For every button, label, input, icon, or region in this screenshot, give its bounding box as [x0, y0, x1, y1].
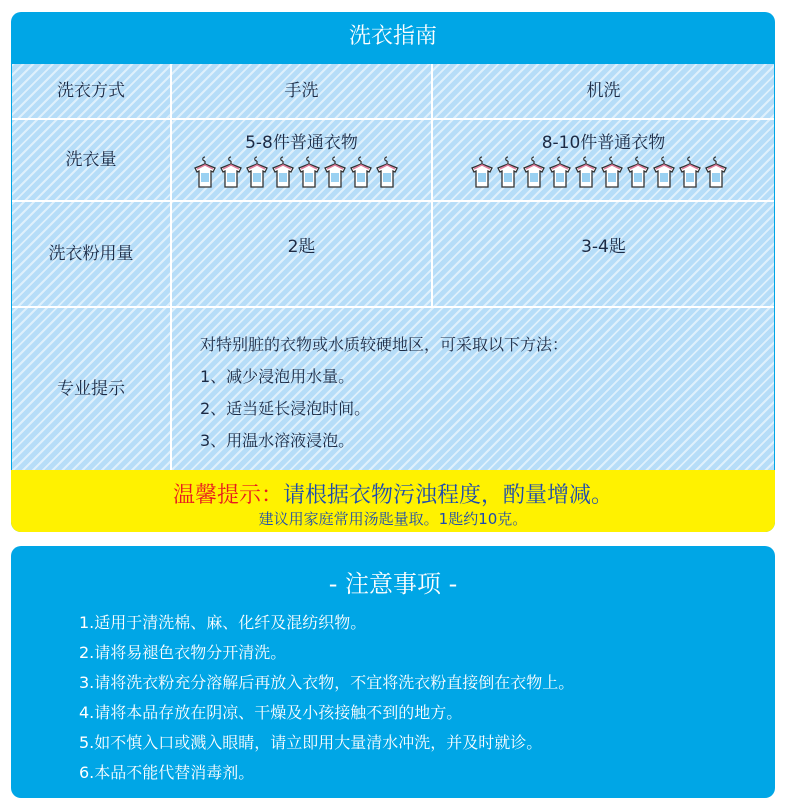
machine-shirt-icons: [470, 156, 728, 189]
amount-label: 洗衣量: [65, 150, 117, 170]
amount-hand: 5-8件普通衣物: [245, 133, 358, 153]
shirt-icon: [626, 156, 650, 189]
tips-item: 3、用温水溶液浸泡。: [200, 431, 355, 450]
shirt-icon: [219, 156, 243, 189]
tips-label: 专业提示: [57, 379, 125, 399]
shirt-icon: [574, 156, 598, 189]
shirt-icon: [548, 156, 572, 189]
tips-item: 2、适当延长浸泡时间。: [200, 399, 371, 418]
warm-tip-prefix: 温馨提示：: [172, 483, 283, 508]
shirt-icon: [496, 156, 520, 189]
guide-title: 洗衣指南: [348, 24, 437, 49]
powder-label: 洗衣粉用量: [48, 244, 134, 264]
hand-shirt-icons: [193, 156, 399, 189]
washing-guide-card: [11, 12, 775, 532]
shirt-icon: [245, 156, 269, 189]
header-label: 洗衣方式: [57, 81, 125, 101]
warm-tip-subtext: 建议用家庭常用汤匙量取。1匙约10克。: [258, 510, 528, 528]
tips-intro: 对特别脏的衣物或水质较硬地区，可采取以下方法：: [200, 335, 569, 354]
shirt-icon: [375, 156, 399, 189]
warm-tip-main-line: [11, 478, 775, 509]
notice-item: 1.适用于清洗棉、麻、化纤及混纺织物。: [79, 613, 367, 632]
notice-title: - 注意事项 -: [328, 570, 458, 598]
notice-item: 2.请将易褪色衣物分开清洗。: [79, 643, 287, 662]
tips-content: [172, 308, 774, 470]
notice-card: [11, 546, 775, 798]
powder-hand: 2匙: [287, 237, 316, 257]
header-hand-wash: 手洗: [284, 81, 319, 101]
shirt-icon: [470, 156, 494, 189]
warm-tip-text: 请根据衣物污浊程度，酌量增减。: [283, 483, 614, 508]
shirt-icon: [600, 156, 624, 189]
shirt-icon: [271, 156, 295, 189]
shirt-icon: [349, 156, 373, 189]
shirt-icon: [522, 156, 546, 189]
shirt-icon: [297, 156, 321, 189]
tips-item: 1、减少浸泡用水量。: [200, 367, 355, 386]
notice-item: 6.本品不能代替消毒剂。: [79, 763, 255, 782]
shirt-icon: [193, 156, 217, 189]
powder-machine: 3-4匙: [581, 237, 626, 257]
guide-table: [12, 64, 774, 470]
amount-machine: 8-10件普通衣物: [541, 133, 666, 153]
notice-item: 5.如不慎入口或溅入眼睛，请立即用大量清水冲洗，并及时就诊。: [79, 733, 543, 752]
notice-list: [79, 608, 574, 788]
header-machine-wash: 机洗: [586, 81, 621, 101]
warm-tip-banner: [11, 470, 775, 532]
shirt-icon: [704, 156, 728, 189]
shirt-icon: [652, 156, 676, 189]
shirt-icon: [323, 156, 347, 189]
notice-item: 4.请将本品存放在阴凉、干燥及小孩接触不到的地方。: [79, 703, 463, 722]
shirt-icon: [678, 156, 702, 189]
notice-item: 3.请将洗衣粉充分溶解后再放入衣物，不宜将洗衣粉直接倒在衣物上。: [79, 673, 575, 692]
